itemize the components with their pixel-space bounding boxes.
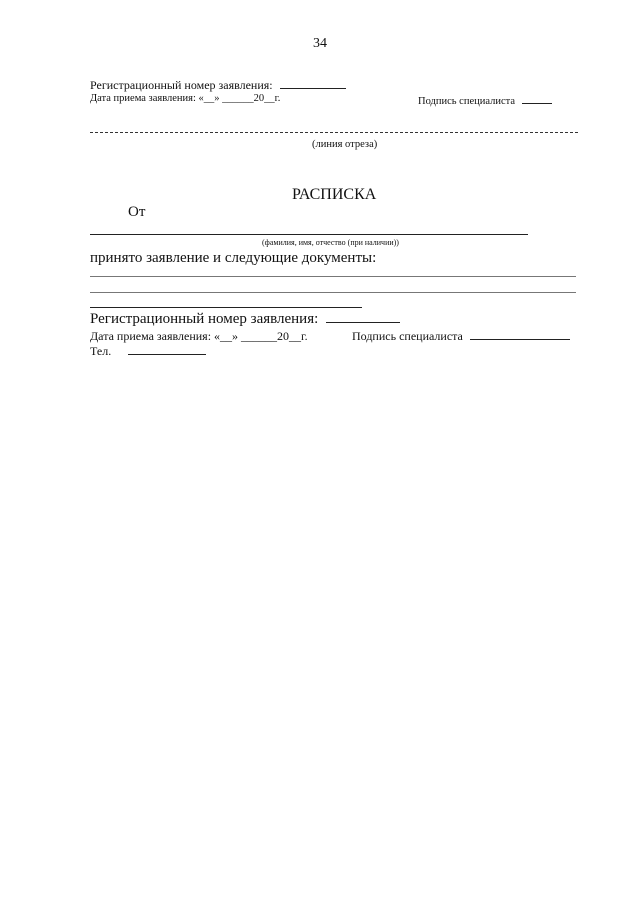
receipt-reg-number-blank[interactable] bbox=[326, 310, 400, 323]
documents-line-2[interactable] bbox=[90, 292, 576, 293]
name-caption: (фамилия, имя, отчество (при наличии)) bbox=[262, 238, 399, 247]
receipt-date-label: Дата приема заявления: «__» ______20__г. bbox=[90, 329, 308, 343]
phone-label: Тел. bbox=[90, 344, 112, 358]
receipt-signature-row bbox=[352, 329, 570, 344]
name-line[interactable] bbox=[90, 234, 528, 235]
top-reg-number-blank[interactable] bbox=[280, 78, 346, 89]
receipt-signature-blank[interactable] bbox=[470, 329, 570, 340]
documents-line-3[interactable] bbox=[90, 307, 362, 308]
receipt-signature-label: Подпись специалиста bbox=[352, 329, 463, 343]
top-date-label: Дата приема заявления: «__» ______20__г. bbox=[90, 93, 281, 104]
top-signature-row bbox=[418, 93, 552, 107]
cut-line bbox=[90, 132, 578, 133]
top-reg-number-label: Регистрационный номер заявления: bbox=[90, 78, 273, 92]
top-signature-label: Подпись специалиста bbox=[418, 96, 516, 107]
cut-line-caption: (линия отреза) bbox=[312, 139, 378, 150]
receipt-reg-number-row bbox=[90, 310, 400, 328]
top-signature-blank[interactable] bbox=[522, 93, 552, 104]
documents-line-1[interactable] bbox=[90, 276, 576, 277]
phone-blank[interactable] bbox=[128, 344, 206, 355]
from-label: От bbox=[128, 204, 146, 220]
receipt-reg-number-label: Регистрационный номер заявления: bbox=[90, 311, 319, 327]
top-reg-number-row bbox=[90, 78, 346, 93]
page-number: 34 bbox=[313, 36, 327, 51]
receipt-title: РАСПИСКА bbox=[292, 186, 377, 203]
accepted-text: принято заявление и следующие документы: bbox=[90, 250, 377, 266]
phone-row bbox=[90, 344, 206, 359]
